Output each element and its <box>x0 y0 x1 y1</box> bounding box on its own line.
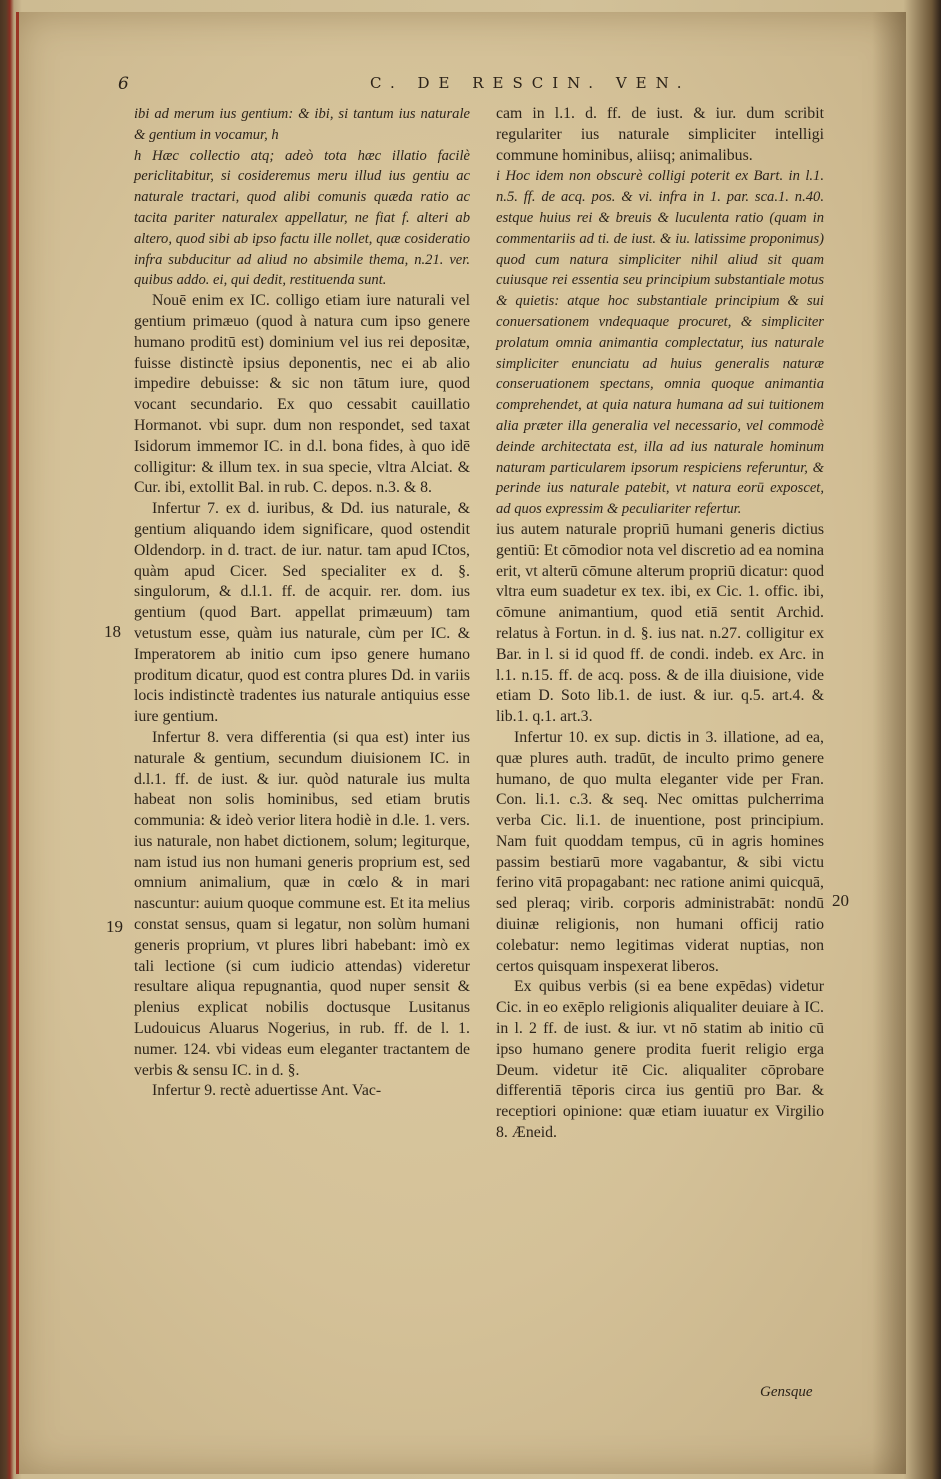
right-para-3: Ex quibus verbis (si ea bene expēdas) videtur Cic. in eo exēplo religionis aliqualiter deuiare à IC. in l. 2 ff. de iust. & iur. vt nō statim ab initio cū ipso humano genere prodita fuerit religio erga Deum. videtur itē Cic. aliqualiter cōprobare differentiā tēporis circa ius gentiū pro Bar. & receptiori opinione: quæ etiam iuuatur ex Virgilio 8. Æneid. <box>496 978 824 1142</box>
margin-number-20: 20 <box>832 891 849 910</box>
margin-number-19: 19 <box>106 917 123 936</box>
left-note-h: h Hæc collectio atq; adeò tota hæc illatio facilè periclitabitur, si cosideremus meru illud ius gentiu ac naturale tractari, quod alibi comunis quæda ratio ac tacita pariter naturalex appellatur, ne fiat f. alteri ab altero, quod sibi ab ipso factu ille nollet, quæ cosideratio infra subducitur ad aliud no absimile thema, n.21. ver. quibus addo. ei, qui dedit, restituenda sunt. <box>134 147 470 289</box>
gutter-shadow <box>872 12 906 1474</box>
catchword: Gensque <box>760 1384 813 1400</box>
right-note-i: i Hoc idem non obscurè colligi poterit ex Bart. in l.1. n.5. ff. de acq. pos. & vi. infra in 1. par. sca.1. n.40. estque huius rei & breuis & luculenta ratio (quam in commentariis ad ti. de iust. & iu. latissime proponimus) quod cum natura simpliciter nihil aliud sit quam cuiusque rei essentia seu principium substantiale motus & quietis: atque hoc substantiale principium & sui conuersationem vndequaque procuret, & simpliciter prolatum omnia animantia complectatur, ius naturale simpliciter enunciatu ad huius generalis naturæ conseruationem spectans, omnia quoque animantia comprehendet, at quia natura humana ad sui tuitionem alia præter illa generalia vel necessario, vel commodè deinde architectata est, illa ad ius naturale hominum naturam particularem ipsorum respiciens referuntur, & perinde ius naturale patebit, vt natura eorū exposcet, ad quos expressim & peculiariter refertur. <box>496 168 824 518</box>
left-para-1: ibi ad merum ius gentium: & ibi, si tantum ius naturale & gentium in vocamur, h <box>134 106 470 143</box>
right-para-2: ius autem naturale propriū humani generis dictius gentiū: Et cōmodior nota vel discretio ad ea nomina erit, vt alterū cōmune alterum propriū dicatur: quod vltra eum suadetur ex tex. ibi, ex Cic. 1. offic. ibi, cōmune animantium, quod etiā sentit Archid. relatus à Fortun. in d. §. ius nat. n.27. colligitur ex Bar. in l. si id quod ff. de condi. indeb. ex Arc. in l.1. n.15. ff. de acq. poss. & de illa diuisione, vide etiam D. Soto lib.1. de iust. & iur. q.5. art.4. & lib.1. q.1. art.3. <box>496 520 824 726</box>
left-para-18: Infertur 7. ex d. iuribus, & Dd. ius naturale, & gentium aliquando idem significare, quod ostendit Oldendorp. in d. tract. de iur. natur. tam apud ICtos, quàm apud Cicer. Sed specialiter ex d. §. singulorum, & d.l.1. ff. de acquir. rer. dom. ius gentium (quod Bart. appellat primæuum) tam vetustum esse, quàm ius naturale, cùm per IC. & Imperatorem ab initio cum ipso genere humano proditum dicatur, quod est contra plures Dd. in variis locis indistinctè tradentes ius naturale antiquius esse iure gentium. <box>134 500 470 726</box>
right-para-20: Infertur 10. ex sup. dictis in 3. illatione, ad ea, quæ plures auth. tradūt, de inculto primo genere humano, de quo multa eleganter vide per Fran. Con. li.1. c.3. & seq. Nec omittas pulcherrima verba Cic. li.1. de inuentione, post principium. Nam fuit quoddam tempus, cū in agris homines passim bestiarū more vagabantur, & sibi victu ferino vitā propagabant: nec ratione animi quicquā, sed pleraq; virib. corporis administrabāt: nondū diuinæ religionis, non humani officij ratio colebatur: nemo legitimas viderat nuptias, non certos quisquam inspexerat liberos. <box>496 728 824 975</box>
page-header <box>0 74 941 102</box>
page-number: 6 <box>118 74 129 94</box>
page-red-edge <box>16 12 19 1474</box>
right-column <box>496 104 824 1144</box>
margin-number-18: 18 <box>104 622 121 641</box>
right-para-1: cam in l.1. d. ff. de iust. & iur. dum scribit regulariter ius naturale simpliciter intelligi commune hominibus, aliisq; animalibus. <box>496 105 824 164</box>
left-para-last: Infertur 9. rectè aduertisse Ant. Vac- <box>152 1082 382 1100</box>
running-head: C. DE RESCIN. VEN. <box>370 74 691 92</box>
left-para-19: Infertur 8. vera differentia (si qua est) inter ius naturale & gentium, secundum diuisionem IC. in d.l.1. ff. de iust. & iur. quòd naturale ius multa habeat non solis hominibus, sed etiam brutis communia: & ideò verior litera hodiè in d.le. 1. vers. ius naturale, non habet dictionem, solum; legiturque, nam istud ius non humani generis proprium est, sed omnium animalium, quæ in cœlo & in mari nascuntur: auium quoque commune est. Et ita melius constat sensus, quam si legatur, non solùm humani generis proprium, vt plures libri habebant: imò ex tali lectione (si cum iudicio attendas) videretur resultare aliqua repugnantia, quod nuper sensit & plenius explicat nobilis doctusque Lusitanus Ludouicus Aluarus Nogerius, in rub. ff. de l. 1. numer. 124. vbi videas eum eleganter tractantem de verbis & sensu IC. in d. §. <box>134 728 470 1079</box>
left-column <box>134 104 470 1102</box>
left-para-2: Nouē enim ex IC. colligo etiam iure naturali vel gentium primæuo (quod à natura cum ipso genere humano proditū est) dominium vel ius rei depositæ, fuisse distinctè ipsius deponentis, nec ei ab alio impedire debuisse: & sic non tātum iure, quod vocant secundario. Ex quo cessabit cauillatio Hormanot. vbi supr. dum non respondet, sed taxat Isidorum immemor IC. in d.l. bona fides, à quo idē colligitur: & illum tex. in sua specie, vltra Alciat. & Cur. ibi, extollit Bal. in rub. C. depos. n.3. & 8. <box>134 292 470 497</box>
